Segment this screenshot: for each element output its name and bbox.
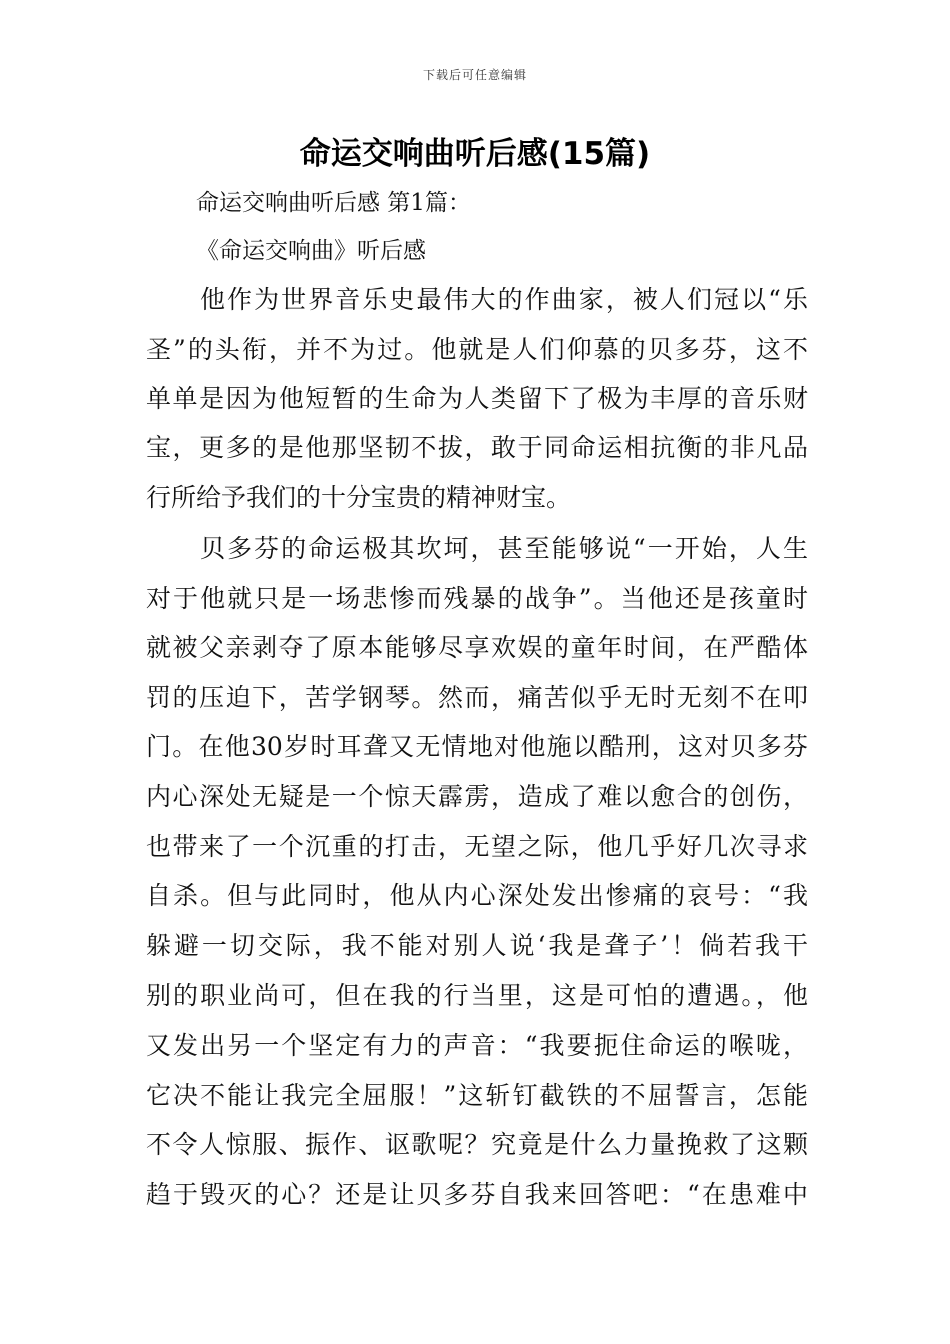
paragraph-line: 自杀。但与此同时，他从内心深处发出惨痛的哀号：“我 bbox=[146, 881, 808, 910]
paragraph-line: 别的职业尚可，但在我的行当里，这是可怕的遭遇。，他 bbox=[146, 981, 808, 1010]
paragraph-line: 也带来了一个沉重的打击，无望之际，他几乎好几次寻求 bbox=[146, 832, 808, 861]
paragraph-line: 单单是因为他短暂的生命为人类留下了极为丰厚的音乐财 bbox=[146, 384, 808, 413]
essay-title: 《命运交响曲》听后感 bbox=[196, 238, 426, 264]
section-heading: 命运交响曲听后感 第1篇： bbox=[196, 190, 471, 216]
paragraph-line: 躲避一切交际，我不能对别人说‘我是聋子’！倘若我干 bbox=[146, 931, 808, 960]
document-title: 命运交响曲听后感(15篇) bbox=[299, 136, 651, 172]
paragraph-line: 不令人惊服、振作、讴歌呢？究竟是什么力量挽救了这颗 bbox=[146, 1130, 808, 1159]
paragraph-line: 内心深处无疑是一个惊天霹雳，造成了难以愈合的创伤， bbox=[146, 782, 808, 811]
header-note: 下载后可任意编辑 bbox=[422, 68, 527, 82]
paragraph-line: 宝，更多的是他那坚韧不拔，敢于同命运相抗衡的非凡品 bbox=[146, 433, 808, 462]
paragraph-line: 它决不能让我完全屈服！”这斩钉截铁的不屈誓言，怎能 bbox=[146, 1081, 808, 1110]
paragraph-line: 趋于毁灭的心？还是让贝多芬自我来回答吧：“在患难中 bbox=[146, 1180, 808, 1209]
paragraph-line: 他作为世界音乐史最伟大的作曲家，被人们冠以“乐 bbox=[200, 285, 808, 314]
paragraph-line: 又发出另一个坚定有力的声音：“我要扼住命运的喉咙， bbox=[146, 1031, 808, 1060]
paragraph-line: 就被父亲剥夺了原本能够尽享欢娱的童年时间，在严酷体 bbox=[146, 633, 808, 662]
paragraph-line: 贝多芬的命运极其坎坷，甚至能够说“一开始，人生 bbox=[200, 534, 808, 563]
paragraph-line: 罚的压迫下，苦学钢琴。然而，痛苦似乎无时无刻不在叩 bbox=[146, 683, 808, 712]
paragraph-line: 门。在他30岁时耳聋又无情地对他施以酷刑，这对贝多芬 bbox=[146, 732, 808, 761]
paragraph-line: 行所给予我们的十分宝贵的精神财宝。 bbox=[146, 483, 572, 512]
paragraph-line: 圣”的头衔，并不为过。他就是人们仰慕的贝多芬，这不 bbox=[146, 335, 808, 364]
paragraph-line: 对于他就只是一场悲惨而残暴的战争”。当他还是孩童时 bbox=[146, 584, 808, 613]
